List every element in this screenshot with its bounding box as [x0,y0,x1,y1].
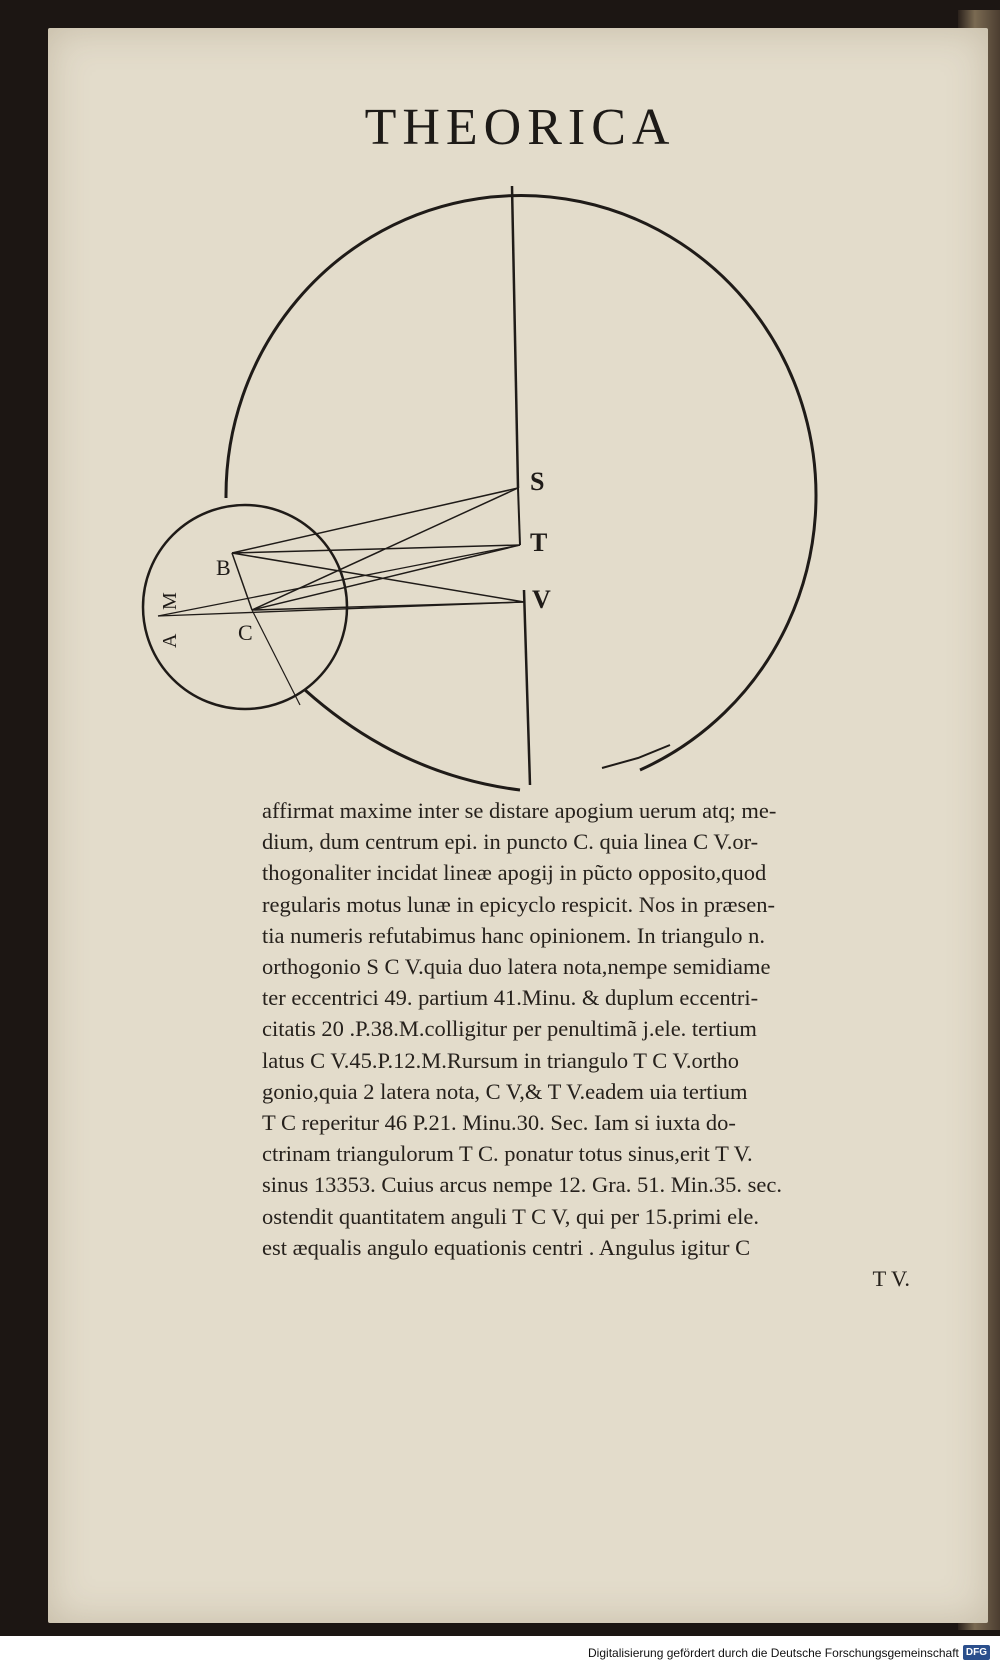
text-line: dium, dum centrum epi. in puncto C. quia linea C V.or- [262,829,759,855]
text-line: gonio,quia 2 latera nota, C V,& T V.eadem uia tertium [262,1078,748,1104]
line-b-v [232,553,524,602]
point-label-m: M [159,592,181,610]
text-line: thogonaliter incidat lineæ apogij in pũcto opposito,quod [262,860,767,886]
eccentric-circle-lower [305,690,520,790]
text-line: sinus 13353. Cuius arcus nempe 12. Gra. 51. Min.35. sec. [262,1172,782,1198]
text-line: latus C V.45.P.12.M.Rursum in triangulo T C V.ortho [262,1047,739,1073]
catchword: T V. [872,1266,910,1292]
point-label-c: C [238,620,253,645]
body-text [262,795,922,1294]
line-m-v [158,602,524,616]
point-label-v: V [532,585,551,614]
page-title: THEORICA [364,99,676,156]
line-b-s [232,488,518,553]
text-line: ostendit quantitatem anguli T C V, qui per 15.primi ele. [262,1203,760,1229]
segment-s-t [518,488,520,545]
apsidal-line-upper [512,186,518,488]
footer-credit [588,1645,990,1660]
text-line: citatis 20 .P.38.M.colligitur per penultimã j.ele. tertium [262,1016,757,1042]
text-line: regularis motus lunæ in epicyclo respicit. Nos in præsen- [262,891,776,917]
funding-credit-text: Digitalisierung gefördert durch die Deutsche Forschungsgemeinschaft [588,1645,959,1660]
point-label-t: T [530,528,548,557]
text-line: orthogonio S C V.quia duo latera nota,nempe semidiame [262,954,771,980]
line-c-epicycle [252,610,300,705]
text-line: T C reperitur 46 P.21. Minu.30. Sec. Iam si iuxta do- [262,1110,736,1136]
text-line: ctrinam triangulorum T C. ponatur totus sinus,erit T V. [262,1141,753,1167]
footer-bar [0,1636,1000,1666]
dfg-logo-icon: DFG [963,1645,990,1660]
point-label-a: A [159,633,181,648]
text-line: est æqualis angulo equationis centri . Angulus igitur C [262,1234,751,1260]
point-label-s: S [530,467,545,496]
cut-mark [602,745,670,768]
apsidal-line-lower [524,590,530,785]
text-line: ter eccentrici 49. partium 41.Minu. & duplum eccentri- [262,985,759,1011]
line-m-t [158,545,520,616]
text-line: tia numeris refutabimus hanc opinionem. In triangulo n. [262,922,766,948]
line-c-t [252,545,520,610]
eccentric-circle [226,195,816,770]
point-label-b: B [216,555,231,580]
line-b-t [232,545,520,553]
text-line: affirmat maxime inter se distare apogium uerum atq; me- [262,798,777,823]
